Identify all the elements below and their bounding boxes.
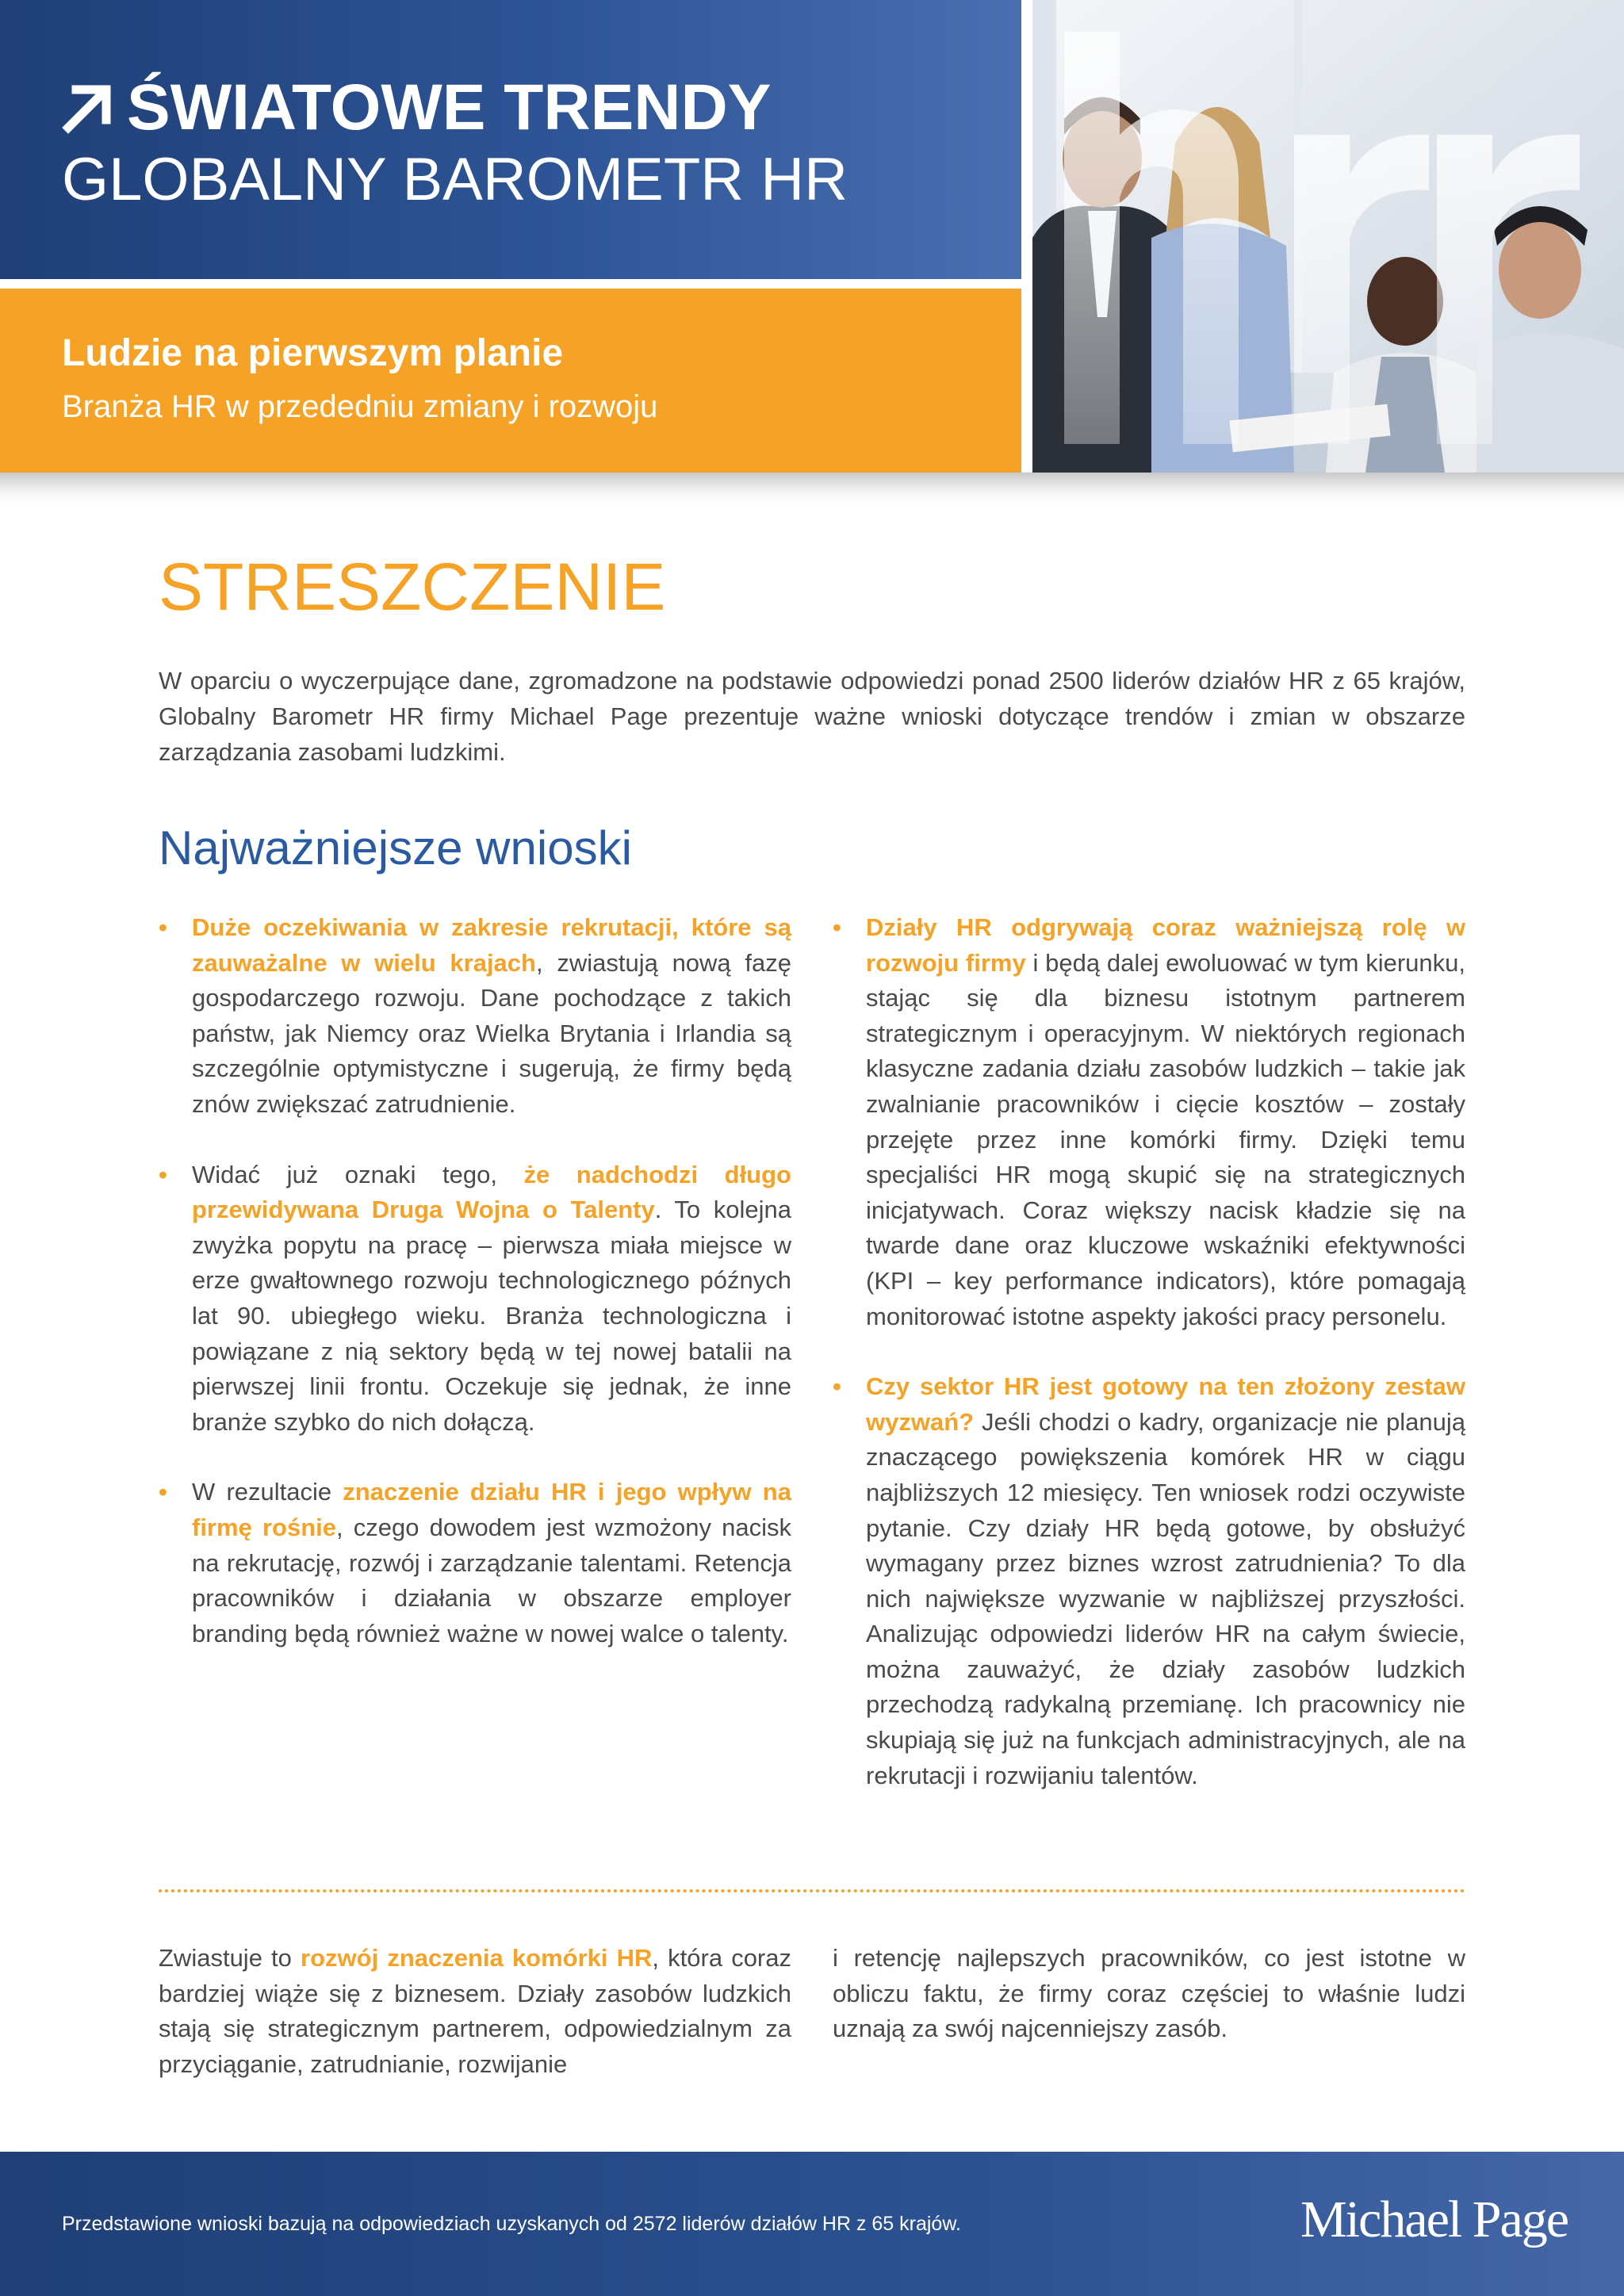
bullet-icon: • (833, 1372, 841, 1401)
header-subtitle: GLOBALNY BAROMETR HR (62, 146, 848, 213)
dotted-divider (159, 1889, 1465, 1892)
bullet-icon: • (159, 913, 167, 941)
team-photo (1032, 0, 1624, 473)
michael-page-logo: Michael Page (1300, 2191, 1568, 2248)
finding-highlight: Duże oczekiwania w zakresie rekrutacji, które są zauważalne w wielu krajach (192, 913, 791, 977)
topic-title: Ludzie na pierwszym planie (62, 332, 564, 374)
topic-subtitle: Branża HR w przededniu zmiany i rozwoju (62, 389, 658, 424)
bullet-icon: • (159, 1478, 167, 1506)
finding-text-pre: W rezultacie (192, 1478, 343, 1506)
finding-highlight: znaczenie działu HR i jego wpływ na firmę rośnie (192, 1478, 791, 1541)
finding-item (159, 910, 791, 1123)
finding-item (833, 910, 1465, 1334)
bullet-icon: • (159, 1160, 167, 1188)
conclusion-left (159, 1941, 791, 2082)
finding-item (159, 1475, 791, 1651)
conclusion-continuation: i retencję najlepszych pracowników, co jest istotne w obliczu faktu, że firmy coraz częściej to właśnie ludzi uznają za swój najcenniejszy zasób. (833, 1944, 1465, 2043)
header-shadow (0, 473, 1624, 504)
finding-text-post: . To kolejna zwyżka popytu na pracę – pierwsza miała miejsce w erze gwałtownego rozwoju technologicznego późnych lat 90. ubiegłego wieku. Branża technologiczna i powiązane z nią sektory będą w tej nowej batalii na pierwszej linii frontu. Oczekuje się jednak, że inne branże szybko do nich dołączą. (192, 1196, 791, 1436)
topic-banner (0, 289, 1021, 473)
footer-note: Przedstawione wnioski bazują na odpowiedziach uzyskanych od 2572 liderów działów HR z 65 krajów. (62, 2213, 961, 2235)
intro-paragraph (159, 663, 1465, 770)
section-title: STRESZCZENIE (159, 549, 666, 624)
conclusion-highlight: rozwój znaczenia komórki HR (301, 1944, 653, 1972)
finding-text-post: Jeśli chodzi o kadry, organizacje nie planują znaczącego powiększenia komórek HR w ciągu najbliższych 12 miesięcy. Ten wniosek rodzi oczywiste pytanie. Czy działy HR będą gotowe, by obsłużyć wymagany przez biznes wzrost zatrudnienia? To dla nich największe wyzwanie w najbliższej przyszłości. Analizując odpowiedzi liderów HR na całym świecie, można zauważyć, że działy zasobów ludzkich przechodzą radykalną przemianę. Ich pracownicy nie skupiają się już na funkcjach administracyjnych, ale na rekrutacji i rozwijaniu talentów. (866, 1407, 1465, 1789)
header-title (62, 70, 771, 146)
finding-highlight: że nadchodzi długo przewidywana Druga Wojna o Talenty (192, 1160, 791, 1224)
arrow-up-right-icon (62, 82, 114, 134)
finding-text-post: , zwiastują nową fazę gospodarczego rozwoju. Dane pochodzące z takich państw, jak Niemcy oraz Wielka Brytania i Irlandia są szczególnie optymistyczne i sugerują, że firmy będą znów zwiększać zatrudnienie. (192, 948, 792, 1118)
finding-text-post: i będą dalej ewoluować w tym kierunku, stając się dla biznesu istotnym partnerem strategicznym i operacyjnym. W niektórych regionach klasyczne zadania działu zasobów ludzkich – takie jak zwalnianie pracowników i cięcie kosztów – zostały przejęte przez inne komórki firmy. Dzięki temu specjaliści HR mogą skupić się na strategicznych inicjatywach. Coraz większy nacisk kładzie się na twarde dane oraz kluczowe wskaźniki efektywności (KPI – key performance indicators), które pomagają monitorować istotne aspekty jakości pracy personelu. (866, 948, 1465, 1330)
finding-highlight: Działy HR odgrywają coraz ważniejszą rolę w rozwoju firmy (866, 913, 1465, 977)
team-photo-illustration (1032, 0, 1624, 473)
finding-item (833, 1369, 1465, 1793)
findings-right-column (833, 910, 1465, 1828)
findings-left-column (159, 910, 791, 1686)
finding-text-pre: Widać już oznaki tego, (192, 1160, 524, 1188)
finding-highlight: Czy sektor HR jest gotowy na ten złożony zestaw wyzwań? (866, 1372, 1465, 1436)
conclusion-text-post: , która coraz bardziej wiąże się z biznesem. Działy zasobów ludzkich stają się strategicznym partnerem, odpowiedzialnym za przyciąganie, zatrudnianie, rozwijanie (159, 1944, 791, 2078)
conclusion-right (833, 1941, 1465, 2047)
conclusion-paragraph (159, 1941, 791, 2082)
conclusion-text-pre: Zwiastuje to (159, 1944, 301, 1972)
findings-heading: Najważniejsze wnioski (159, 821, 632, 874)
header-title-text: ŚWIATOWE TRENDY (127, 71, 772, 144)
finding-text-post: , czego dowodem jest wzmożony nacisk na rekrutację, rozwój i zarządzanie talentami. Retencja pracowników i działania w obszarze employer branding będą również ważne w nowej walce o talenty. (192, 1513, 791, 1647)
intro-text: W oparciu o wyczerpujące dane, zgromadzone na podstawie odpowiedzi ponad 2500 liderów działów HR z 65 krajów, Globalny Barometr HR firmy Michael Page prezentuje ważne wnioski dotyczące trendów i zmian w obszarze zarządzania zasobami ludzkimi. (159, 667, 1465, 766)
finding-item (159, 1158, 791, 1441)
bullet-icon: • (833, 913, 841, 941)
